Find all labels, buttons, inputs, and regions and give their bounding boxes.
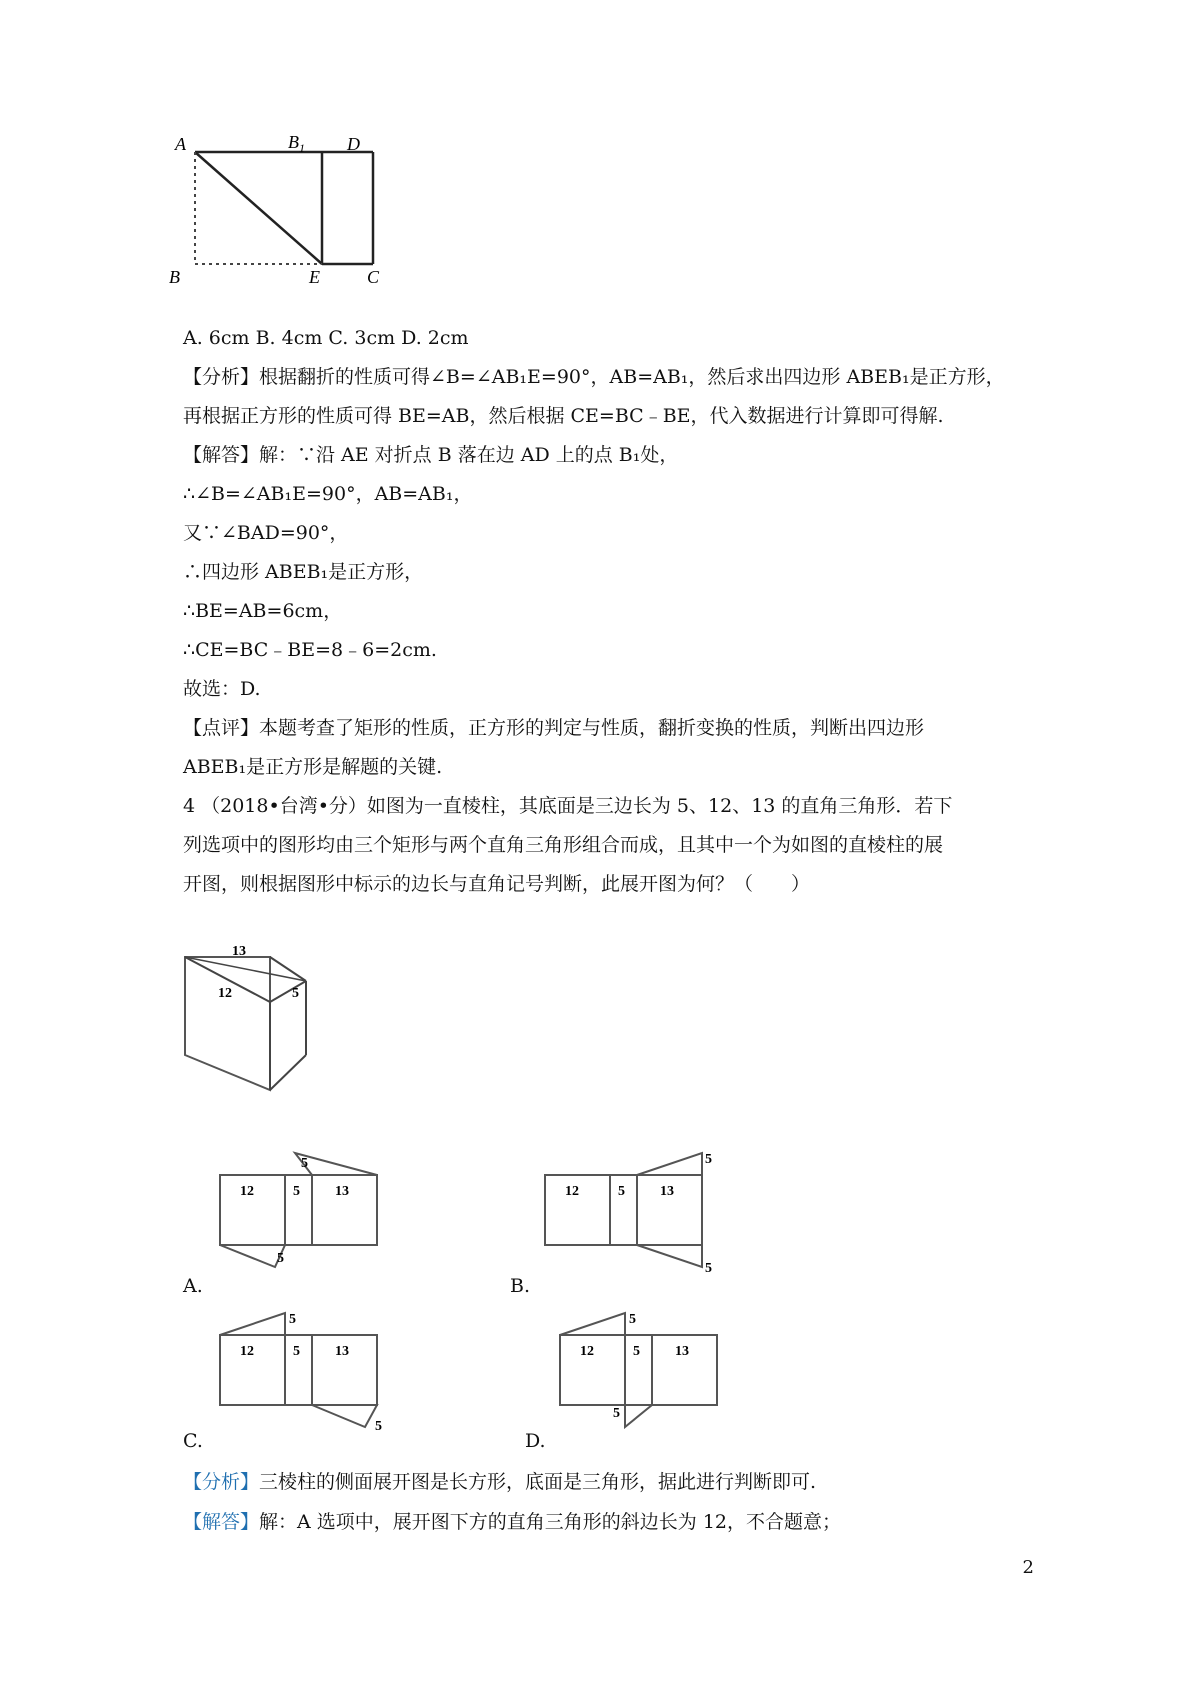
- prism-figure: [180, 935, 330, 1105]
- svg-text:5: 5: [705, 1261, 712, 1276]
- q4-answer: 【解答】解：A 选项中，展开图下方的直角三角形的斜边长为 12，不合题意；: [183, 1511, 841, 1533]
- label-C: C: [367, 267, 380, 287]
- svg-text:5: 5: [293, 1344, 300, 1359]
- q4-stem-line3: 开图，则根据图形中标示的边长与直角记号判断，此展开图为何？（ ）: [183, 873, 811, 895]
- svg-text:5: 5: [289, 1312, 296, 1327]
- label-A: A: [175, 134, 186, 154]
- q3-answer-line4: ∴四边形 ABEB₁是正方形，: [183, 561, 424, 583]
- label-D: D: [347, 134, 360, 154]
- page-number: 2: [1022, 1557, 1034, 1578]
- label-E: E: [309, 267, 320, 287]
- analysis-tag: 【分析】: [183, 366, 260, 388]
- svg-text:5: 5: [613, 1406, 620, 1421]
- label-B1: B: [288, 132, 299, 152]
- q4-stem-line1: 4 （2018•台湾•分）如图为一直棱柱，其底面是三边长为 5、12、13 的直角三角形．若下: [183, 795, 953, 817]
- prism-label-5: 5: [292, 986, 299, 1001]
- net-option-B: [540, 1145, 720, 1275]
- q4-stem-line2: 列选项中的图形均由三个矩形与两个直角三角形组合而成，且其中一个为如图的直棱柱的展: [183, 834, 944, 856]
- svg-text:12: 12: [240, 1344, 254, 1359]
- svg-text:5: 5: [633, 1344, 640, 1359]
- q3-answer-line2: ∴∠B=∠AB₁E=90°，AB=AB₁，: [183, 483, 473, 505]
- svg-text:12: 12: [240, 1184, 254, 1199]
- net-option-C: [215, 1305, 390, 1435]
- q3-choice: 故选：D.: [183, 678, 261, 700]
- q3-comment-line2: ABEB₁是正方形是解题的关键.: [183, 756, 443, 778]
- label-B1-sub: 1: [299, 141, 305, 155]
- comment-tag: 【点评】: [183, 717, 260, 739]
- net-B-letter: B.: [510, 1275, 531, 1297]
- label-B: B: [169, 267, 180, 287]
- q3-answer-line3: 又∵∠BAD=90°，: [183, 522, 349, 544]
- svg-text:5: 5: [301, 1156, 308, 1171]
- q3-answer-line5: ∴BE=AB=6cm，: [183, 600, 343, 622]
- q3-options: A. 6cm B. 4cm C. 3cm D. 2cm: [183, 327, 469, 349]
- q3-answer-line1: 【解答】解：∵沿 AE 对折点 B 落在边 AD 上的点 B₁处，: [183, 444, 679, 466]
- svg-text:13: 13: [335, 1344, 349, 1359]
- svg-text:5: 5: [705, 1152, 712, 1167]
- q4-analysis-tag: 【分析】: [183, 1471, 260, 1493]
- svg-text:B1: [288, 132, 305, 155]
- q3-answer-line6: ∴CE=BC﹣BE=8﹣6=2cm.: [183, 639, 437, 661]
- svg-text:5: 5: [277, 1251, 284, 1266]
- svg-text:5: 5: [375, 1419, 382, 1434]
- svg-text:13: 13: [335, 1184, 349, 1199]
- net-option-A: [215, 1145, 390, 1270]
- svg-text:5: 5: [293, 1184, 300, 1199]
- svg-text:12: 12: [580, 1344, 594, 1359]
- answer-tag: 【解答】: [183, 444, 260, 466]
- q3-analysis-line2: 再根据正方形的性质可得 BE=AB，然后根据 CE=BC﹣BE，代入数据进行计算即可得解.: [183, 405, 944, 427]
- net-option-D: [555, 1305, 730, 1435]
- svg-text:5: 5: [618, 1184, 625, 1199]
- prism-label-13: 13: [232, 944, 246, 959]
- net-A-letter: A.: [183, 1275, 203, 1297]
- svg-text:13: 13: [660, 1184, 674, 1199]
- fold-figure: [169, 132, 395, 308]
- q4-analysis: 【分析】三棱柱的侧面展开图是长方形，底面是三角形，据此进行判断即可.: [183, 1471, 817, 1493]
- svg-text:5: 5: [629, 1312, 636, 1327]
- q3-comment-line1: 【点评】本题考查了矩形的性质，正方形的判定与性质，翻折变换的性质，判断出四边形: [183, 717, 925, 739]
- prism-label-12: 12: [218, 986, 232, 1001]
- svg-text:12: 12: [565, 1184, 579, 1199]
- q3-analysis-line1: 【分析】根据翻折的性质可得∠B=∠AB₁E=90°，AB=AB₁，然后求出四边形 ABEB₁是正方形，: [183, 366, 1005, 388]
- net-D-letter: D.: [525, 1430, 546, 1452]
- svg-text:13: 13: [675, 1344, 689, 1359]
- q4-answer-tag: 【解答】: [183, 1511, 260, 1533]
- net-C-letter: C.: [183, 1430, 203, 1452]
